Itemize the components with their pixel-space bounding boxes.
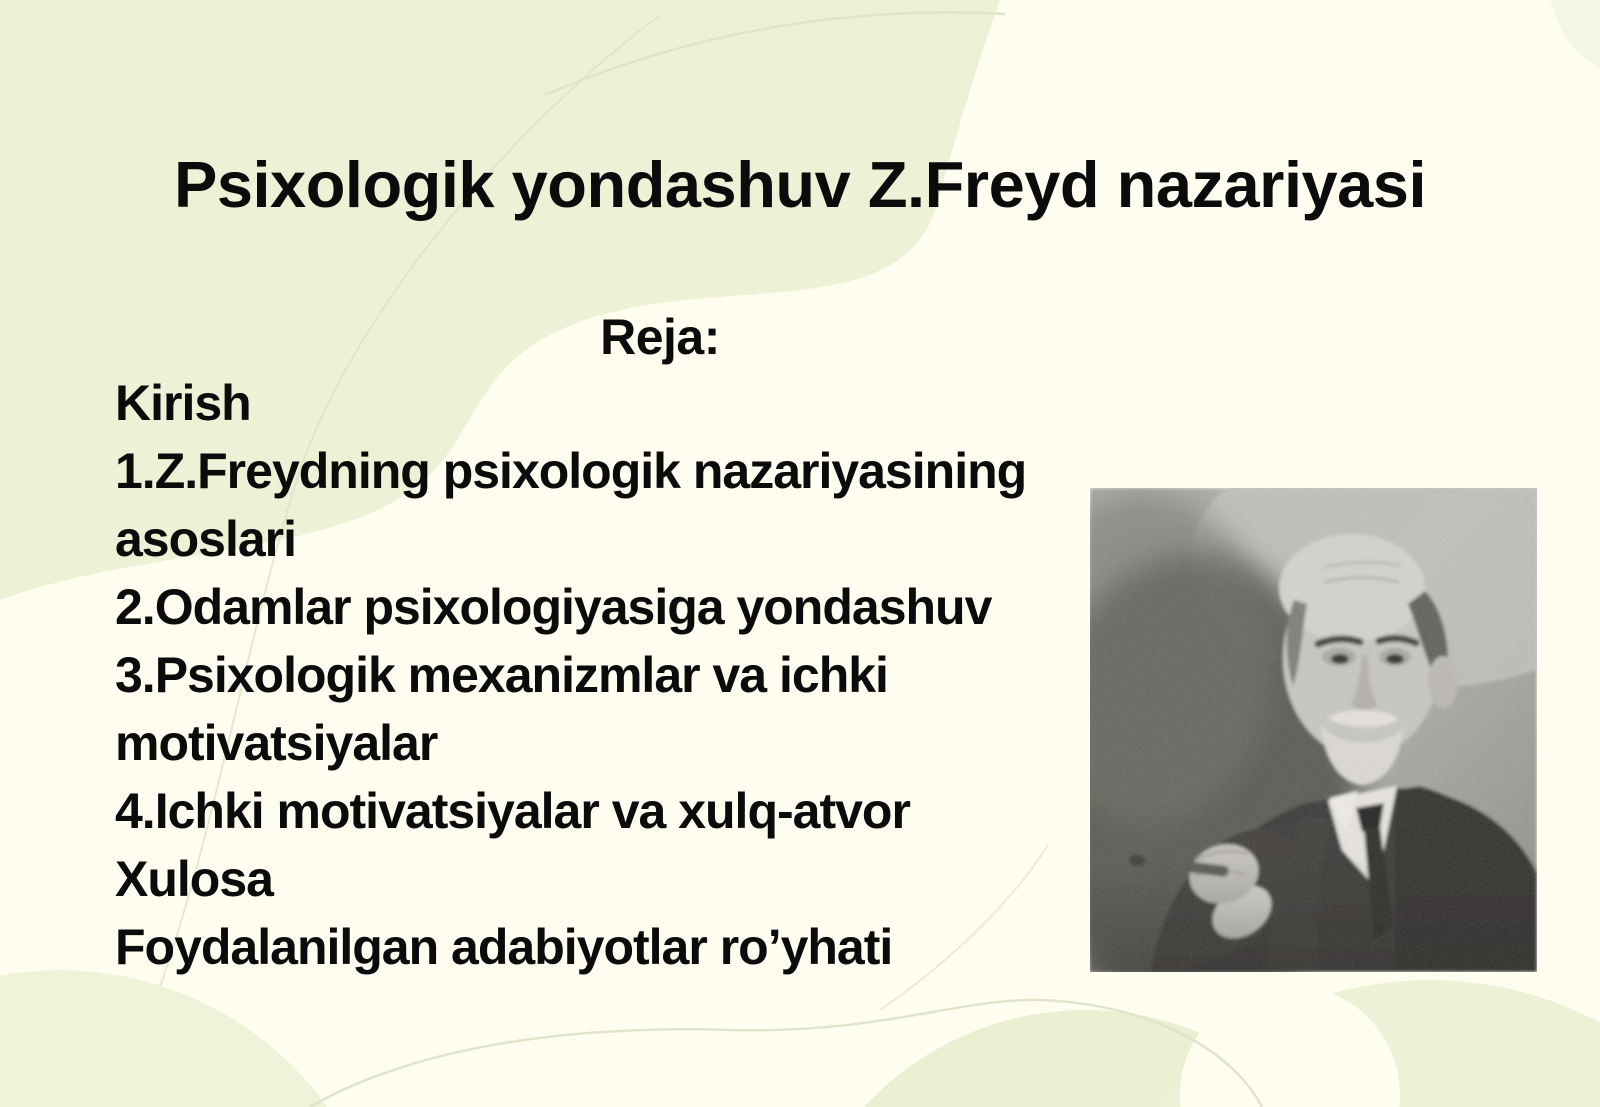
green-circle-bottom-left bbox=[0, 970, 390, 1107]
outline-line: Kirish bbox=[115, 375, 251, 431]
freud-photo bbox=[1090, 488, 1537, 972]
freud-portrait-illustration bbox=[1090, 488, 1537, 972]
green-tinge-top-right bbox=[1550, 0, 1600, 80]
outline-line: Xulosa bbox=[115, 851, 273, 907]
outline-line: motivatsiyalar bbox=[115, 715, 438, 771]
outline-line: 3.Psixologik mexanizmlar va ichki bbox=[115, 647, 888, 703]
slide-subtitle: Reja: bbox=[600, 309, 720, 365]
outline-line: 1.Z.Freydning psixologik nazariyasining bbox=[115, 443, 1027, 499]
outline-line: 2.Odamlar psixologiyasiga yondashuv bbox=[115, 579, 992, 635]
outline-line: Foydalanilgan adabiyotlar ro’yhati bbox=[115, 919, 893, 975]
outline-line: 4.Ichki motivatsiyalar va xulq-atvor bbox=[115, 783, 910, 839]
outline-line: asoslari bbox=[115, 511, 297, 567]
slide-title: Psixologik yondashuv Z.Freyd nazariyasi bbox=[173, 147, 1427, 221]
